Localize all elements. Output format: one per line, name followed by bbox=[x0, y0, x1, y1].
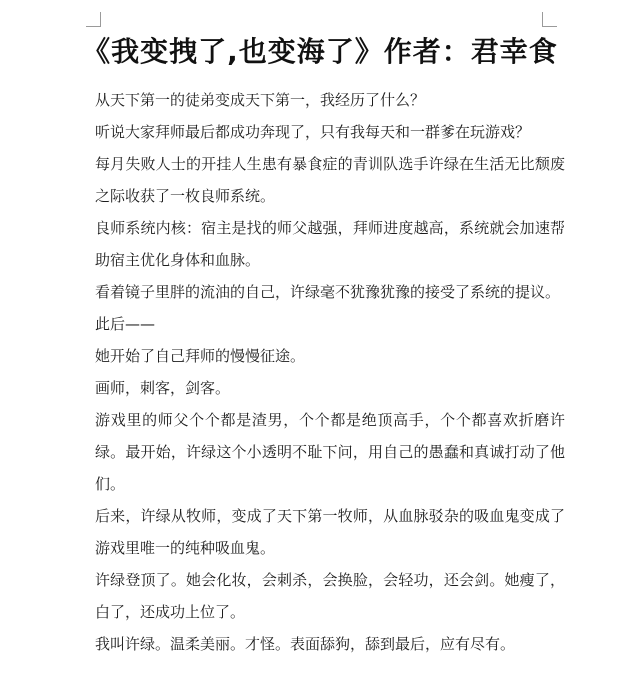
crop-mark-top-left bbox=[86, 12, 101, 27]
document-body bbox=[95, 84, 565, 660]
paragraph-7: 她开始了自己拜师的慢慢征途。 bbox=[95, 347, 306, 365]
paragraph-1: 从天下第一的徒弟变成天下第一，我经历了什么？ bbox=[95, 91, 426, 109]
paragraph-11: 许绿登顶了。她会化妆，会刺杀，会换脸，会轻功，还会剑。她瘦了，白了，还成功上位了。 bbox=[95, 571, 565, 621]
paragraph-5: 看着镜子里胖的流油的自己，许绿毫不犹豫犹豫的接受了系统的提议。 bbox=[95, 283, 561, 301]
paragraph-4: 良师系统内核：宿主是找的师父越强，拜师进度越高，系统就会加速帮助宿主优化身体和血脉。 bbox=[95, 219, 565, 269]
crop-mark-top-right bbox=[542, 12, 557, 27]
paragraph-8: 画师，刺客，剑客。 bbox=[95, 379, 231, 397]
paragraph-6: 此后—— bbox=[95, 315, 156, 333]
document-title: 《我变拽了,也变海了》作者：君幸食 bbox=[82, 35, 558, 68]
paragraph-2: 听说大家拜师最后都成功奔现了，只有我每天和一群爹在玩游戏？ bbox=[95, 123, 531, 141]
paragraph-9: 游戏里的师父个个都是渣男，个个都是绝顶高手，个个都喜欢折磨许绿。最开始，许绿这个小透明不耻下问，用自己的愚蠢和真诚打动了他们。 bbox=[95, 411, 565, 493]
paragraph-10: 后来，许绿从牧师，变成了天下第一牧师，从血脉驳杂的吸血鬼变成了游戏里唯一的纯种吸血鬼。 bbox=[95, 507, 565, 557]
paragraph-3: 每月失败人士的开挂人生患有暴食症的青训队选手许绿在生活无比颓废之际收获了一枚良师系统。 bbox=[95, 155, 565, 205]
paragraph-12: 我叫许绿。温柔美丽。才怪。表面舔狗，舔到最后，应有尽有。 bbox=[95, 635, 516, 653]
